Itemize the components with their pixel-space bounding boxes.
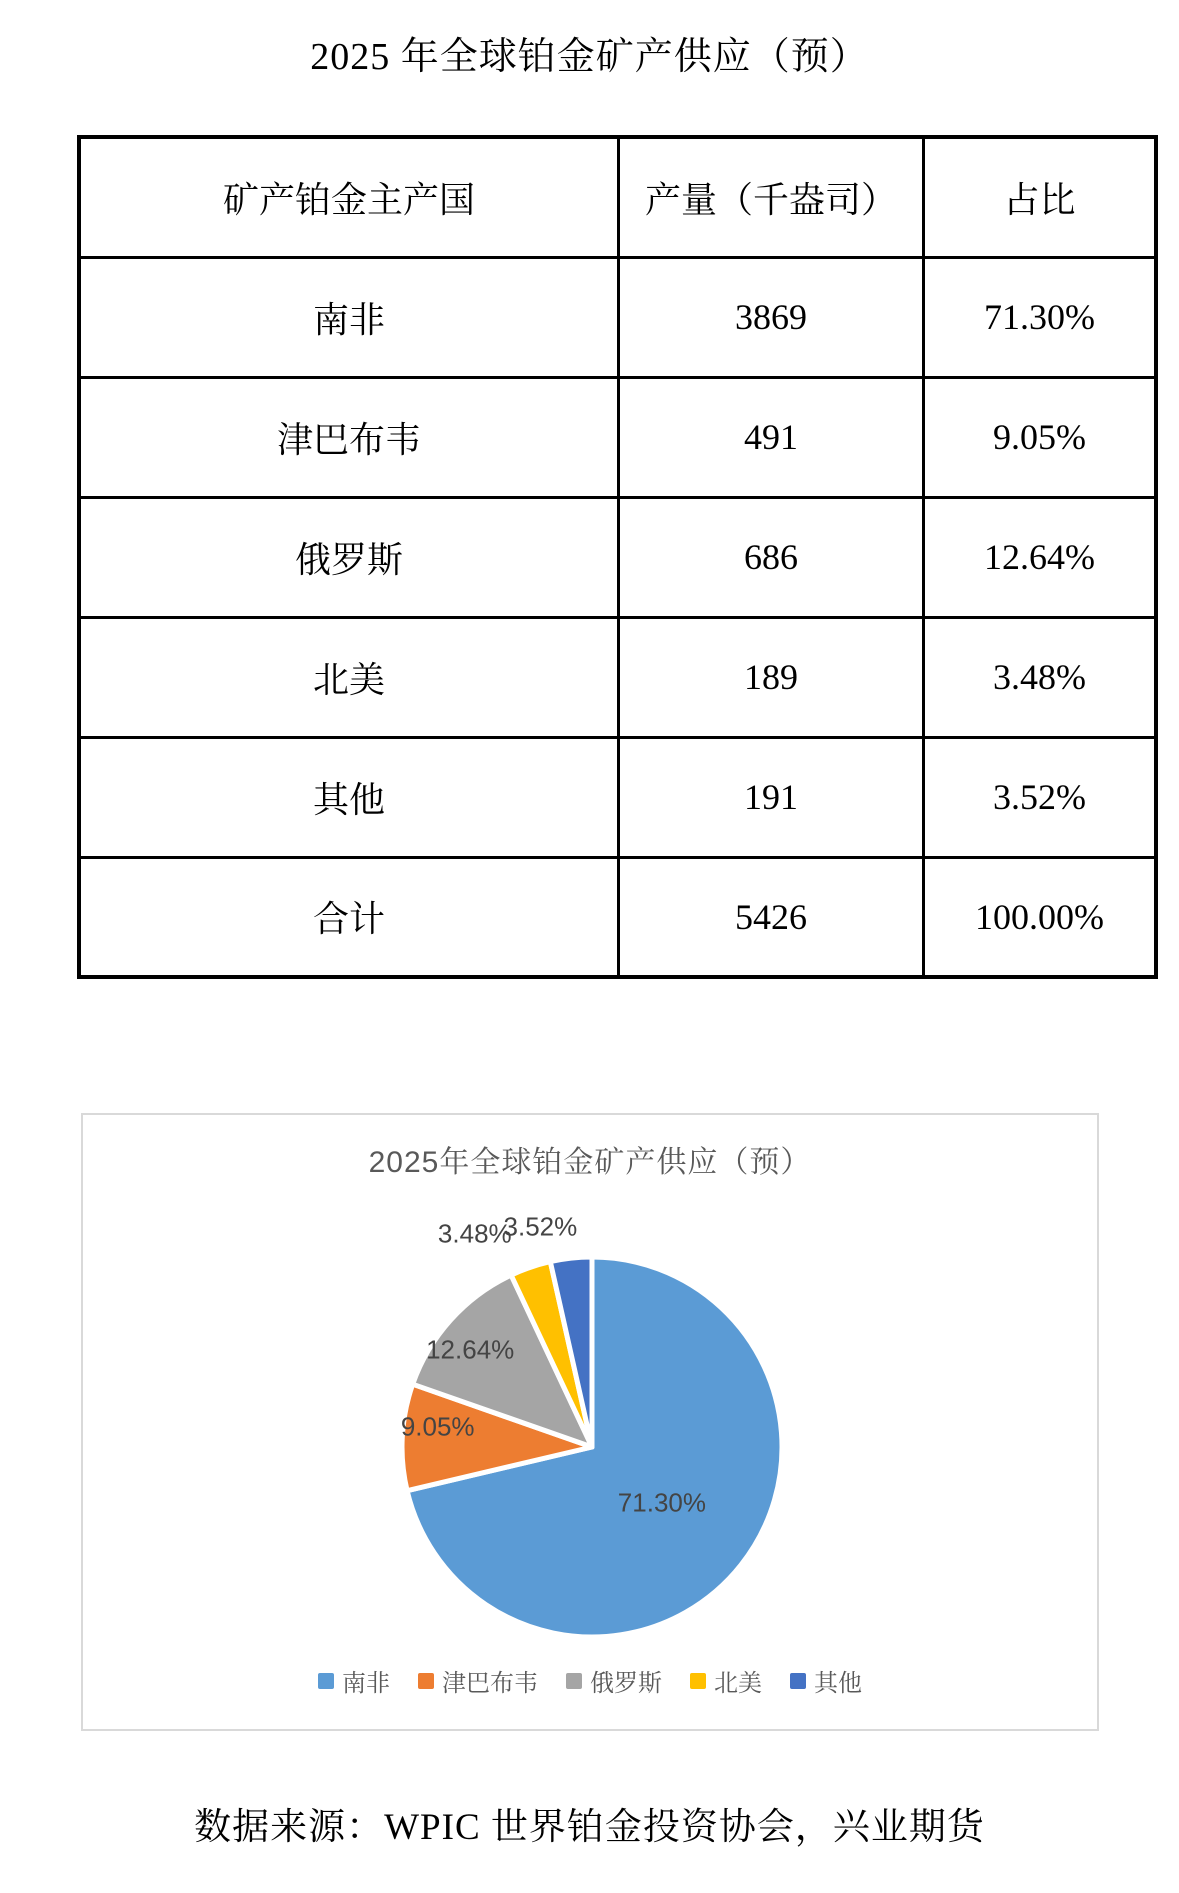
chart-legend	[83, 1663, 1097, 1698]
legend-label: 南非	[342, 1670, 390, 1697]
pie-label-4: 3.52%	[503, 1211, 578, 1242]
header-cell: 占比	[924, 137, 1157, 257]
table-cell: 5426	[619, 857, 924, 977]
chart-card	[81, 1113, 1099, 1731]
document-title: 2025 年全球铂金矿产供应（预）	[310, 36, 869, 78]
table-row	[79, 497, 1156, 617]
table-cell: 191	[619, 737, 924, 857]
table-cell: 其他	[79, 737, 619, 857]
legend-item	[790, 1663, 862, 1698]
table-cell: 100.00%	[924, 857, 1157, 977]
table-cell: 津巴布韦	[79, 377, 619, 497]
pie-label-3: 3.48%	[437, 1218, 512, 1249]
table-row	[79, 377, 1156, 497]
legend-swatch-icon	[790, 1673, 806, 1689]
pie-label-0: 71.30%	[617, 1487, 706, 1518]
pie-chart	[83, 1185, 1101, 1655]
table-cell: 12.64%	[924, 497, 1157, 617]
table-cell: 189	[619, 617, 924, 737]
supply-table	[77, 135, 1158, 979]
table-row	[79, 257, 1156, 377]
legend-swatch-icon	[318, 1673, 334, 1689]
legend-item	[318, 1663, 390, 1698]
header-cell: 矿产铂金主产国	[79, 137, 619, 257]
table-cell: 北美	[79, 617, 619, 737]
pie-label-2: 12.64%	[426, 1334, 515, 1365]
legend-item	[418, 1663, 538, 1698]
table-row	[79, 737, 1156, 857]
legend-item	[566, 1663, 662, 1698]
pie-label-1: 9.05%	[400, 1411, 475, 1442]
table-row	[79, 857, 1156, 977]
legend-swatch-icon	[418, 1673, 434, 1689]
legend-item	[690, 1663, 762, 1698]
table-cell: 南非	[79, 257, 619, 377]
table-cell: 71.30%	[924, 257, 1157, 377]
legend-swatch-icon	[690, 1673, 706, 1689]
table-row	[79, 617, 1156, 737]
header-cell: 产量（千盎司）	[619, 137, 924, 257]
table-cell: 合计	[79, 857, 619, 977]
table-cell: 3.52%	[924, 737, 1157, 857]
table-cell: 9.05%	[924, 377, 1157, 497]
table-cell: 3869	[619, 257, 924, 377]
legend-label: 其他	[814, 1670, 862, 1697]
legend-swatch-icon	[566, 1673, 582, 1689]
table-cell: 俄罗斯	[79, 497, 619, 617]
table-cell: 491	[619, 377, 924, 497]
table-cell: 686	[619, 497, 924, 617]
source-note: 数据来源：WPIC 世界铂金投资协会，兴业期货	[194, 1807, 985, 1848]
table-header-row	[79, 137, 1156, 257]
table-body	[79, 257, 1156, 977]
legend-label: 俄罗斯	[590, 1670, 662, 1697]
legend-label: 津巴布韦	[442, 1670, 538, 1697]
table-header	[79, 137, 1156, 257]
table-cell: 3.48%	[924, 617, 1157, 737]
chart-title: 2025年全球铂金矿产供应（预）	[368, 1146, 812, 1179]
legend-label: 北美	[714, 1670, 762, 1697]
